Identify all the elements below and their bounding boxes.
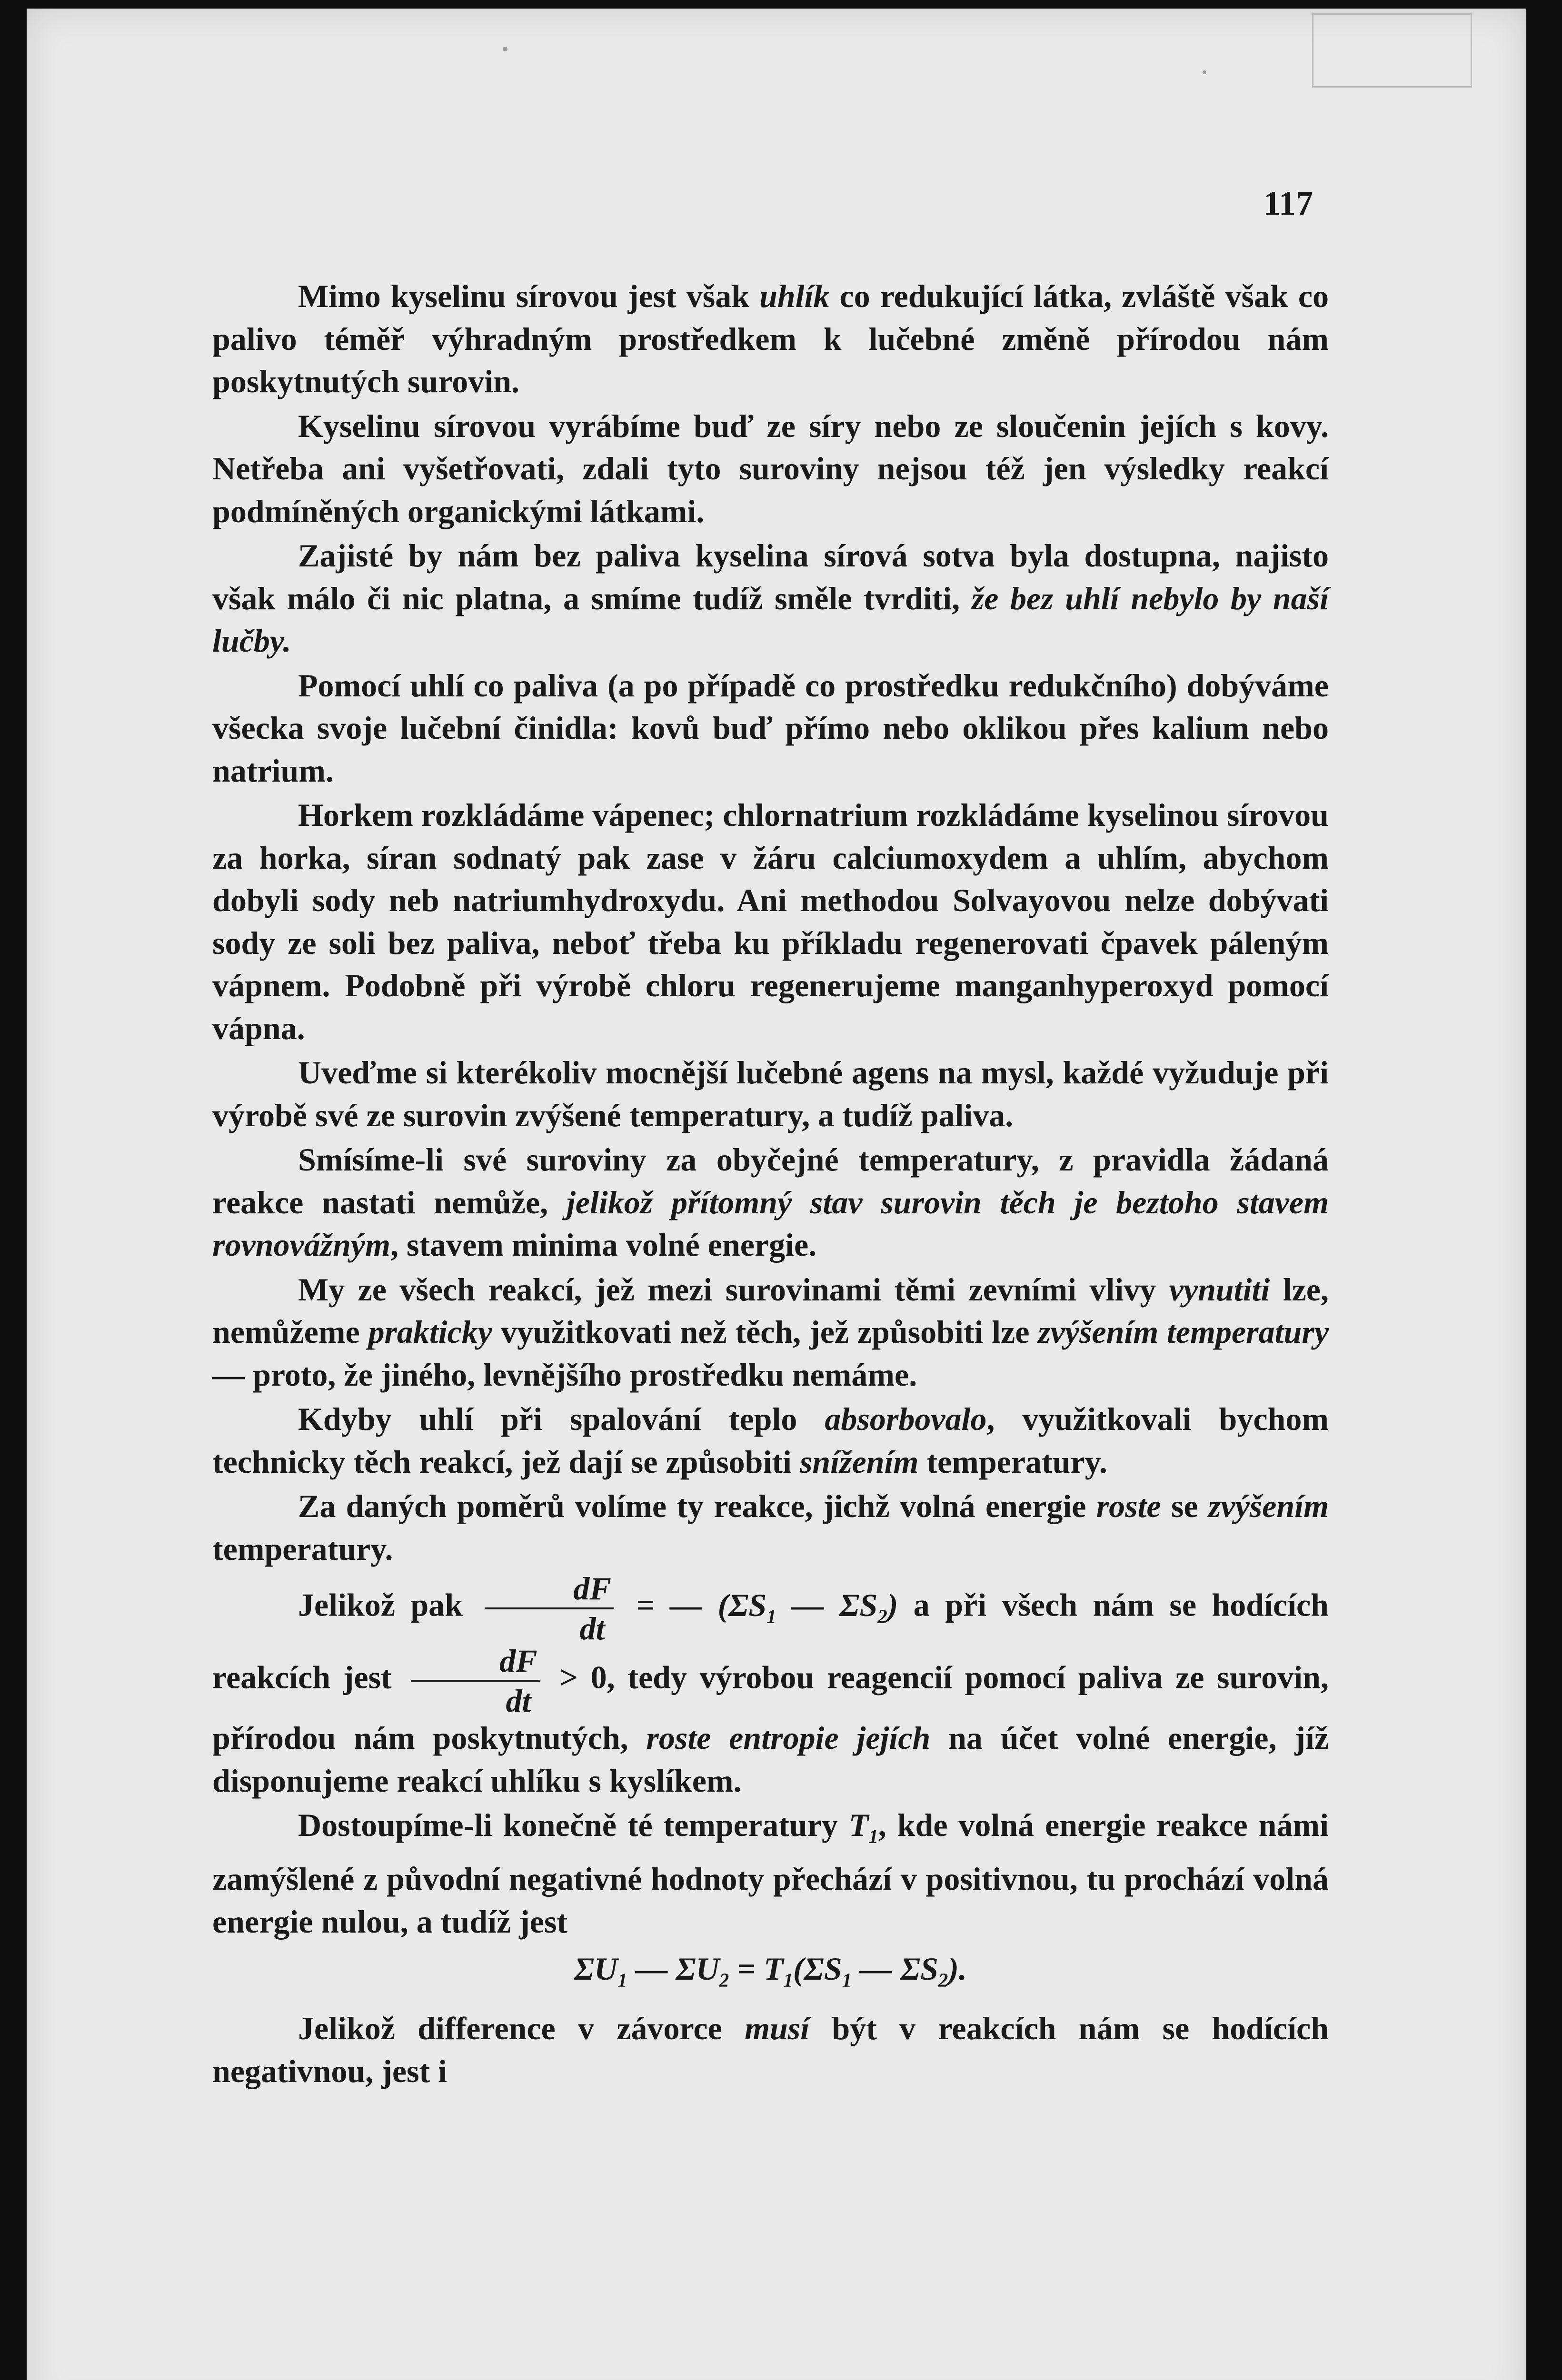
fraction-df-dt-2: $\frac{dF}{dt}$ (411, 1645, 540, 1717)
paragraph-11: Jelikož pak $\frac{dF}{dt}$ = — ($\Sigma S_1$ — $\Sigma S_2$) a při všech nám se hodících reakcích jest $\frac{dF}{dt}$ > 0, tedy výrobou reagencií pomocí paliva ze surovin, přírodou nám poskytnutých, roste entropie jejích na účet volné energie, jíž disponujeme reakcí uhlíku s kyslíkem. (212, 1570, 1329, 1799)
paragraph-3: Zajisté by nám bez paliva kyselina sírová sotva byla dostupna, najisto však málo či nic platna, a smíme tudíž směle tvrditi, že bez uhlí nebylo by naší lučby. (212, 537, 1329, 659)
paragraph-2: Kyselinu sírovou vyrábíme buď ze síry nebo ze sloučenin jejích s kovy. Netřeba ani vyšetřovati, zdali tyto suroviny nejsou též jen výsledky reakcí podmíněných organickými látkami. (212, 407, 1329, 529)
display-equation: $\Sigma U_1$ — $\Sigma U_2 = T_1(\Sigma S_1$ — $\Sigma S_2$). (574, 1951, 967, 1991)
paragraph-1: Mimo kyselinu sírovou jest však uhlík co redukující látka, zvláště však co palivo téměř výhradným prostředkem k lučebné změně přírodou nám poskytnutých surovin. (212, 278, 1329, 399)
scan-artifact-box (1312, 13, 1472, 88)
body-text (212, 275, 1329, 2094)
scanned-page (27, 9, 1526, 2380)
math-expression: = — ($\Sigma S_1$ — $\Sigma S_2$) (620, 1587, 898, 1627)
speck (1203, 70, 1206, 74)
speck (503, 47, 507, 51)
temperature-symbol: $T_1$ (848, 1807, 878, 1847)
paragraph-10: Za daných poměrů volíme ty reakce, jichž volná energie roste se zvýšením temperatury. (212, 1488, 1329, 1567)
paragraph-7: Smísíme-li své suroviny za obyčejné temperatury, z pravidla žádaná reakce nastati nemůže, jelikož přítomný stav surovin těch je beztoho stavem rovnovážným, stavem minima volné energie. (212, 1141, 1329, 1263)
page-number: 117 (1264, 184, 1313, 222)
fraction-df-dt: $\frac{dF}{dt}$ (485, 1572, 614, 1645)
paragraph-5: Horkem rozkládáme vápenec; chlornatrium rozkládáme kyselinou sírovou za horka, síran sodnatý pak zase v žáru calciumoxydem a uhlím, abychom dobyli sody neb natriumhydroxydu. Ani methodou Solvayovou nelze dobývati sody ze soli bez paliva, neboť třeba ku příkladu regenerovati čpavek páleným vápnem. Podobně při výrobě chloru regenerujeme manganhyperoxyd pomocí vápna. (212, 797, 1329, 1046)
paragraph-4: Pomocí uhlí co paliva (a po případě co prostředku redukčního) dobýváme všecka svoje lučební činidla: kovů buď přímo nebo oklikou přes kalium nebo natrium. (212, 667, 1329, 789)
paragraph-9: Kdyby uhlí při spalování teplo absorbovalo, využitkovali bychom technicky těch reakcí, jež dají se způsobiti snížením temperatury. (212, 1401, 1329, 1480)
paragraph-8: My ze všech reakcí, jež mezi surovinami těmi zevními vlivy vynutiti lze, nemůžeme prakticky využitkovati než těch, jež způsobiti lze zvýšením temperatury — proto, že jiného, levnějšího prostředku nemáme. (212, 1271, 1329, 1393)
paragraph-6: Uveďme si kterékoliv mocnější lučebné agens na mysl, každé vyžuduje při výrobě své ze surovin zvýšené temperatury, a tudíž paliva. (212, 1054, 1329, 1133)
paragraph-13: Jelikož difference v závorce musí být v reakcích nám se hodících negativnou, jest i (212, 2010, 1329, 2089)
paragraph-12: Dostoupíme-li konečně té temperatury $T_1$, kde volná energie reakce námi zamýšlené z původní negativné hodnoty přechází v positivnou, tu prochází volná energie nulou, a tudíž jest (212, 1807, 1329, 1940)
